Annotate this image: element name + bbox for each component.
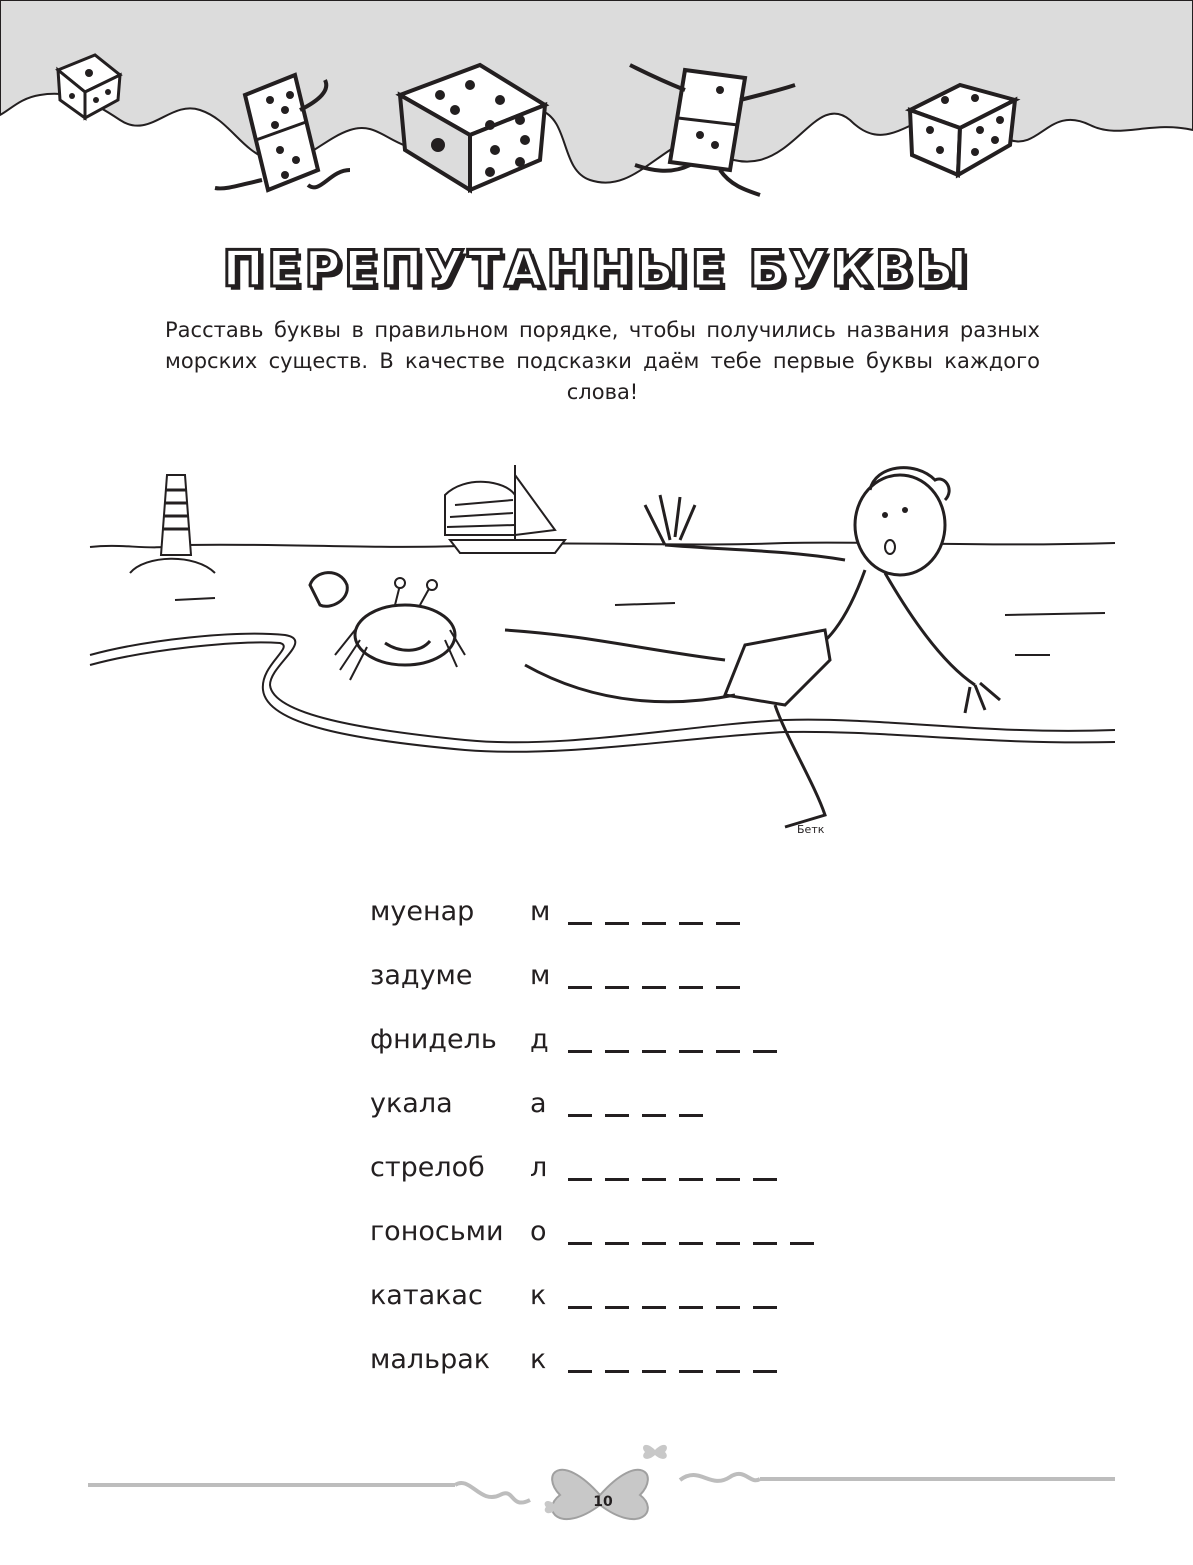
answer-blank	[679, 1114, 703, 1117]
answer-blank	[642, 1114, 666, 1117]
answer-blank	[568, 1242, 592, 1245]
answer-blank	[716, 986, 740, 989]
answer-blanks	[568, 1306, 790, 1309]
boy-figure-icon	[505, 468, 1000, 836]
scrambled-word: задуме	[370, 960, 473, 991]
answer-blank	[642, 986, 666, 989]
first-letter-hint: к	[530, 1280, 547, 1311]
answer-blank	[716, 1178, 740, 1181]
header-dice-banner	[0, 0, 1193, 215]
page-number: 10	[593, 1494, 613, 1510]
puzzle-row	[370, 1276, 890, 1340]
answer-blanks	[568, 1178, 790, 1181]
answer-blank	[568, 1370, 592, 1373]
answer-blanks	[568, 1050, 790, 1053]
answer-blank	[716, 1242, 740, 1245]
instructions-text: Расставь буквы в правильном порядке, чтобы получились названия разных морских существ. В качестве подсказки даём тебе первые буквы каждого слова!	[165, 318, 1040, 404]
answer-blank	[679, 1306, 703, 1309]
answer-blank	[753, 1242, 777, 1245]
answer-blank	[642, 1242, 666, 1245]
first-letter-hint: м	[530, 896, 551, 927]
answer-blank	[605, 1050, 629, 1053]
answer-blank	[568, 1050, 592, 1053]
answer-blanks	[568, 1370, 790, 1373]
puzzle-row	[370, 956, 890, 1020]
answer-blank	[605, 1370, 629, 1373]
first-letter-hint: д	[530, 1024, 549, 1055]
answer-blank	[679, 1370, 703, 1373]
puzzle-row	[370, 1340, 890, 1404]
answer-blank	[716, 1306, 740, 1309]
answer-blank	[679, 1242, 703, 1245]
scrambled-word: укала	[370, 1088, 453, 1119]
answer-blank	[642, 1306, 666, 1309]
scrambled-word: мальрак	[370, 1344, 491, 1375]
beach-illustration	[85, 455, 1120, 845]
sailboat-icon	[445, 465, 565, 553]
first-letter-hint: л	[530, 1152, 548, 1183]
answer-blank	[568, 1178, 592, 1181]
answer-blanks	[568, 1114, 716, 1117]
puzzle-row	[370, 1148, 890, 1212]
scrambled-word: фнидель	[370, 1024, 497, 1055]
puzzle-row	[370, 1020, 890, 1084]
answer-blank	[790, 1242, 814, 1245]
answer-blank	[605, 922, 629, 925]
answer-blank	[716, 1370, 740, 1373]
puzzle-row	[370, 1084, 890, 1148]
answer-blank	[605, 1306, 629, 1309]
artist-signature: Бетк	[797, 823, 825, 836]
answer-blank	[568, 986, 592, 989]
puzzle-row	[370, 1212, 890, 1276]
answer-blanks	[568, 922, 753, 925]
puzzle-row	[370, 892, 890, 956]
scrambled-word: муенар	[370, 896, 475, 927]
scrambled-word: катакас	[370, 1280, 483, 1311]
first-letter-hint: м	[530, 960, 551, 991]
answer-blanks	[568, 986, 753, 989]
lighthouse-icon	[130, 475, 215, 573]
answer-blank	[605, 1114, 629, 1117]
answer-blank	[716, 922, 740, 925]
answer-blank	[642, 922, 666, 925]
answer-blank	[679, 1178, 703, 1181]
answer-blank	[642, 1370, 666, 1373]
first-letter-hint: а	[530, 1088, 547, 1119]
answer-blank	[568, 1306, 592, 1309]
answer-blank	[642, 1178, 666, 1181]
answer-blank	[679, 922, 703, 925]
first-letter-hint: к	[530, 1344, 547, 1375]
scrambled-word: гоносьми	[370, 1216, 504, 1247]
answer-blank	[568, 1114, 592, 1117]
answer-blank	[679, 986, 703, 989]
answer-blank	[605, 986, 629, 989]
answer-blank	[716, 1050, 740, 1053]
answer-blank	[753, 1370, 777, 1373]
footer-decoration	[0, 1435, 1193, 1545]
page-title: ПЕРЕПУТАННЫЕ БУКВЫ	[222, 240, 971, 298]
answer-blank	[605, 1178, 629, 1181]
answer-blank	[568, 922, 592, 925]
crab-icon	[310, 573, 465, 680]
answer-blank	[642, 1050, 666, 1053]
answer-blanks	[568, 1242, 827, 1245]
answer-blank	[679, 1050, 703, 1053]
word-puzzle-list	[370, 892, 890, 1404]
first-letter-hint: о	[530, 1216, 547, 1247]
answer-blank	[753, 1178, 777, 1181]
scrambled-word: стрелоб	[370, 1152, 485, 1183]
answer-blank	[753, 1050, 777, 1053]
answer-blank	[605, 1242, 629, 1245]
answer-blank	[753, 1306, 777, 1309]
